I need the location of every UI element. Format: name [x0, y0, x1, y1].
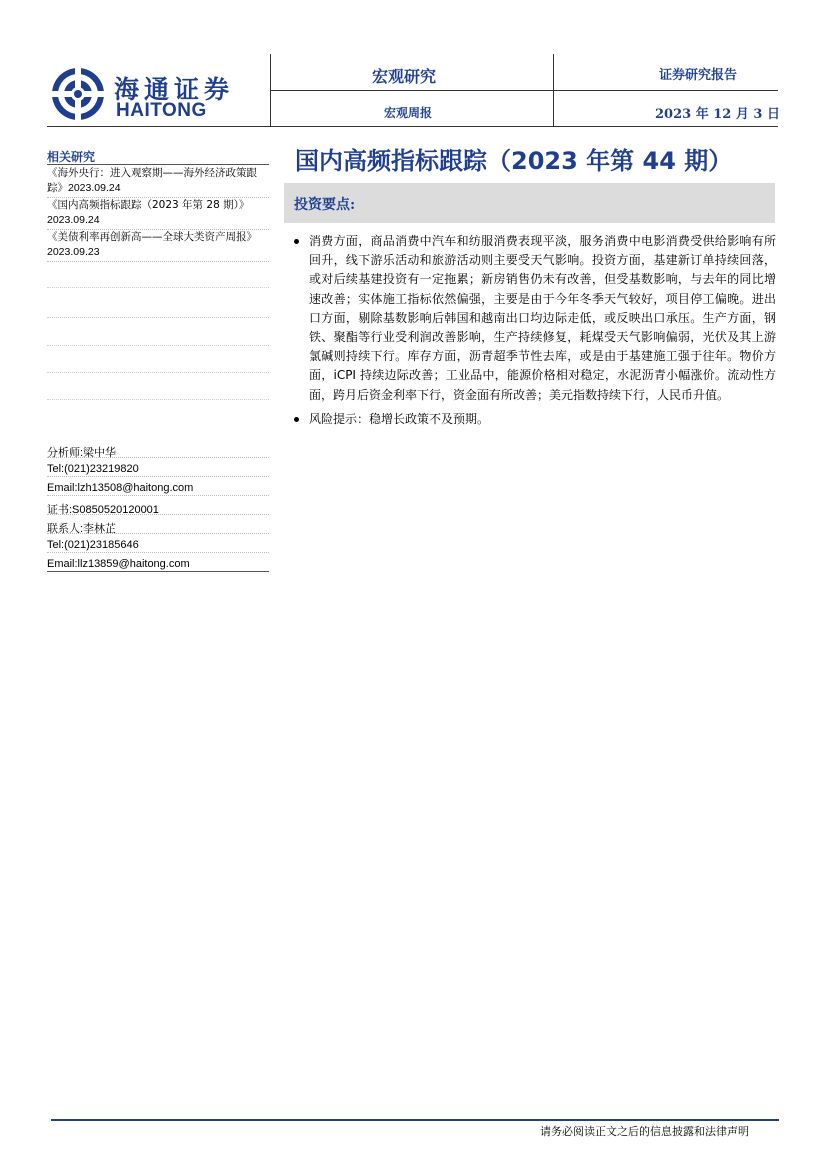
- key-points-heading: 投资要点:: [294, 197, 356, 213]
- related-research-date: 2023.09.23: [47, 246, 100, 258]
- bullet-icon: [294, 417, 299, 422]
- related-research-title: 《海外央行：进入观察期——海外经济政策跟踪》: [47, 167, 257, 194]
- report-type: 证券研究报告: [659, 68, 738, 83]
- related-research-item[interactable]: [47, 198, 269, 230]
- sidebar-divider: [47, 345, 269, 346]
- contact-tel: Tel:(021)23185646: [47, 534, 269, 553]
- sidebar-divider: [47, 317, 269, 318]
- footer-rule: [51, 1119, 779, 1121]
- analyst-certificate: 证书:S0850520120001: [47, 496, 269, 515]
- logo-english-name: HAITONG: [116, 100, 207, 121]
- key-point-text: 风险提示：稳增长政策不及预期。: [309, 411, 490, 426]
- bullet-icon: [294, 239, 299, 244]
- related-research-list: [47, 164, 269, 262]
- contact-email[interactable]: Email:llz13859@haitong.com: [47, 553, 269, 572]
- haitong-logo-icon: [50, 66, 106, 122]
- related-research-item[interactable]: [47, 164, 269, 198]
- header-bottom-rule: [47, 126, 778, 127]
- related-research-date: 2023.09.24: [68, 182, 121, 194]
- contact-name: 联系人:李林芷: [47, 515, 269, 534]
- report-date: 2023 年 12 月 3 日: [655, 107, 780, 122]
- key-point: [292, 232, 776, 405]
- related-research-item[interactable]: [47, 230, 269, 262]
- analyst-email[interactable]: Email:lzh13508@haitong.com: [47, 477, 269, 496]
- footer-disclaimer: 请务必阅读正文之后的信息披露和法律声明: [540, 1125, 749, 1138]
- key-points-header: [284, 183, 775, 223]
- key-point-text: 消费方面，商品消费中汽车和纺服消费表现平淡，服务消费中电影消费受供给影响有所回升，线下游乐活动和旅游活动则主要受天气影响。投资方面，基建新订单持续回落，或对后续基建投资有一定拖累；新房销售仍未有改善，但受基数影响，与去年的同比增速改善；实体施工指标依然偏强，主要是由于今年冬季天气较好，项目停工偏晚。进出口方面，剔除基数影响后韩国和越南出口均边际走低，或反映出口承压。生产方面，钢铁、聚酯等行业受利润改善影响，生产持续修复，耗煤受天气影响偏弱，光伏及其上游氯碱则持续下行。库存方面，沥青超季节性去库，或是由于基建施工强于往年。物价方面，iCPI 持续边际改善；工业品中，能源价格相对稳定，水泥沥青小幅涨价。流动性方面，跨月后资金利率下行，资金面有所改善；美元指数持续下行，人民币升值。: [309, 234, 776, 402]
- analyst-contacts: [47, 439, 269, 572]
- logo-chinese-name: 海通证券: [114, 75, 235, 104]
- analyst-tel: Tel:(021)23219820: [47, 458, 269, 477]
- report-subcategory: 宏观周报: [384, 106, 433, 120]
- sidebar-divider: [47, 399, 269, 400]
- header-middle-rule: [270, 90, 778, 91]
- analyst-name: 分析师:梁中华: [47, 439, 269, 458]
- related-research-title: 《国内高频指标跟踪（2023 年第 28 期）》: [47, 199, 250, 211]
- sidebar-divider: [47, 287, 269, 288]
- company-logo: [50, 66, 260, 124]
- related-research-date: 2023.09.24: [47, 214, 100, 226]
- related-research-heading: 相关研究: [47, 150, 96, 164]
- report-category: 宏观研究: [372, 67, 437, 86]
- related-research-title: 《美债利率再创新高——全球大类资产周报》: [47, 231, 257, 243]
- key-points-list: [292, 232, 776, 434]
- sidebar-divider: [47, 372, 269, 373]
- report-title: 国内高频指标跟踪（2023 年第 44 期）: [295, 147, 733, 175]
- key-point: [292, 410, 776, 429]
